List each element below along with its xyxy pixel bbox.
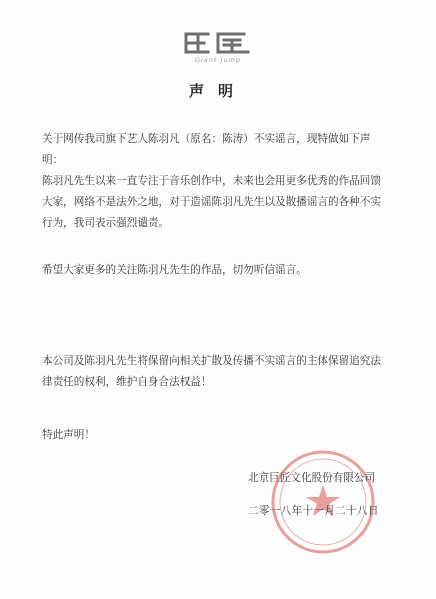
signature-date: 二零一八年十一月二十八日	[248, 505, 379, 517]
company-seal-stamp	[268, 447, 378, 557]
document-title: 声明	[188, 82, 247, 100]
signature-company: 北京巨匠文化股份有限公司	[248, 472, 376, 484]
company-logo	[178, 30, 258, 76]
closing-paragraph: 特此声明！	[42, 429, 95, 441]
logo-subtitle: Giant Jump	[194, 56, 242, 64]
hope-paragraph: 希望大家更多的关注陈羽凡先生的作品，切勿听信谣言。	[42, 264, 307, 276]
body-paragraph: 陈羽凡先生以来一直专注于音乐创作中，未来也会用更多优秀的作品回馈大家，网络不是法外之地，对于造谣陈羽凡先生以及散播谣言的各种不实行为，我司表示强烈谴责。	[42, 175, 381, 229]
intro-paragraph: 关于网传我司旗下艺人陈羽凡（原名：陈涛）不实谣言，现特做如下声明：	[42, 133, 371, 166]
rights-paragraph: 本公司及陈羽凡先生将保留向相关扩散及传播不实谣言的主体保留追究法律责任的权利，维护自身合法权益！	[42, 355, 381, 388]
logo-mark	[178, 30, 258, 56]
